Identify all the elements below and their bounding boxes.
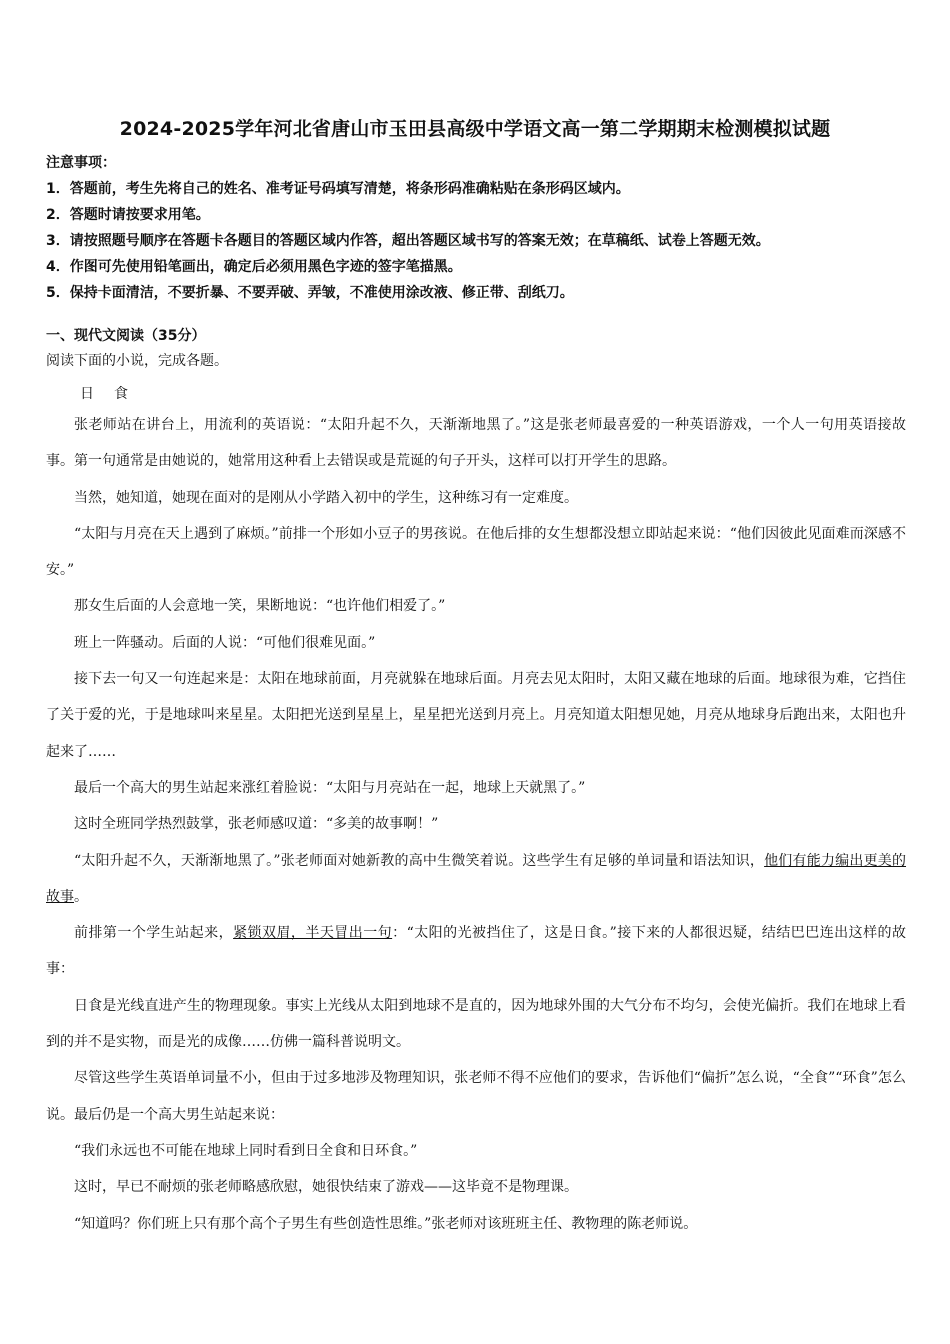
exam-title: 2024-2025学年河北省唐山市玉田县高级中学语文高一第二学期期末检测模拟试题 bbox=[119, 118, 831, 140]
story-paragraph: 尽管这些学生英语单词量不小，但由于过多地涉及物理知识，张老师不得不应他们的要求，告诉他们“偏折”怎么说，“全食”“环食”怎么说。最后仍是一个高大男生站起来说： bbox=[46, 1070, 906, 1123]
reading-instruction: 阅读下面的小说，完成各题。 bbox=[46, 353, 228, 369]
underlined-phrase: 他们有能力编出更美的故事 bbox=[46, 852, 907, 905]
text-span: “太阳升起不久，天渐渐地黑了。”张老师面对她新教的高中生微笑着说。这些学生有足够的单词量和语法知识， bbox=[74, 852, 765, 869]
section-heading: 一、现代文阅读（35分） bbox=[46, 328, 206, 344]
story-paragraph: “我们永远也不可能在地球上同时看到日全食和日环食。” bbox=[74, 1142, 418, 1159]
story-body bbox=[46, 407, 906, 1242]
notice-heading: 注意事项： bbox=[46, 155, 116, 171]
text-span: 前排第一个学生站起来， bbox=[74, 925, 234, 942]
story-paragraph: 这时全班同学热烈鼓掌，张老师感叹道：“多美的故事啊！” bbox=[74, 816, 439, 833]
story-paragraph: 接下去一句又一句连起来是：太阳在地球前面，月亮就躲在地球后面。月亮去见太阳时，太阳又藏在地球的后面。地球很为难，它挡住了关于爱的光，于是地球叫来星星。太阳把光送到星星上，星星把光送到月亮上。月亮知道太阳想见她，月亮从地球身后跑出来，太阳也升起来了…… bbox=[46, 671, 906, 760]
story-paragraph bbox=[46, 843, 906, 916]
story-paragraph: 日食是光线直进产生的物理现象。事实上光线从太阳到地球不是直的，因为地球外围的大气分布不均匀，会使光偏折。我们在地球上看到的并不是实物，而是光的成像……仿佛一篇科普说明文。 bbox=[46, 997, 906, 1051]
notice-item: 3．请按照题号顺序在答题卡各题目的答题区域内作答，超出答题区域书写的答案无效；在草稿纸、试卷上答题无效。 bbox=[46, 233, 770, 249]
underlined-phrase: 紧锁双眉，半天冒出一句 bbox=[233, 925, 393, 942]
text-span: ：“太阳的光被挡住了，这是日食。”接下来的人都很迟疑，结结巴巴连出这样的故事： bbox=[46, 925, 907, 978]
notice-item: 2．答题时请按要求用笔。 bbox=[46, 207, 210, 223]
story-paragraph: “太阳与月亮在天上遇到了麻烦。”前排一个形如小豆子的男孩说。在他后排的女生想都没想立即站起来说：“他们因彼此见面难而深感不安。” bbox=[46, 525, 906, 579]
story-paragraph: 最后一个高大的男生站起来涨红着脸说：“太阳与月亮站在一起，地球上天就黑了。” bbox=[74, 779, 586, 796]
story-paragraph: 当然，她知道，她现在面对的是刚从小学踏入初中的学生，这种练习有一定难度。 bbox=[74, 489, 578, 506]
notice-item: 4．作图可先使用铅笔画出，确定后必须用黑色字迹的签字笔描黑。 bbox=[46, 259, 462, 275]
notice-item: 1．答题前，考生先将自己的姓名、准考证号码填写清楚，将条形码准确粘贴在条形码区域内。 bbox=[46, 181, 630, 197]
text-span: 。 bbox=[74, 888, 88, 905]
story-paragraph: “知道吗？你们班上只有那个高个子男生有些创造性思维。”张老师对该班班主任、教物理的陈老师说。 bbox=[74, 1215, 698, 1232]
notice-item: 5．保持卡面清洁，不要折暴、不要弄破、弄皱，不准使用涂改液、修正带、刮纸刀。 bbox=[46, 285, 574, 301]
story-paragraph: 那女生后面的人会意地一笑，果断地说：“也许他们相爱了。” bbox=[74, 598, 446, 615]
story-paragraph: 这时，早已不耐烦的张老师略感欣慰，她很快结束了游戏——这毕竟不是物理课。 bbox=[74, 1179, 578, 1196]
story-title: 日食 bbox=[80, 386, 148, 402]
story-paragraph bbox=[46, 915, 906, 988]
story-paragraph: 张老师站在讲台上，用流利的英语说：“太阳升起不久，天渐渐地黑了。”这是张老师最喜爱的一种英语游戏，一个人一句用英语接故事。第一句通常是由她说的，她常用这种看上去错误或是荒诞的句子开头，这样可以打开学生的思路。 bbox=[46, 417, 906, 470]
story-paragraph: 班上一阵骚动。后面的人说：“可他们很难见面。” bbox=[74, 634, 376, 651]
notice-section bbox=[46, 150, 916, 306]
